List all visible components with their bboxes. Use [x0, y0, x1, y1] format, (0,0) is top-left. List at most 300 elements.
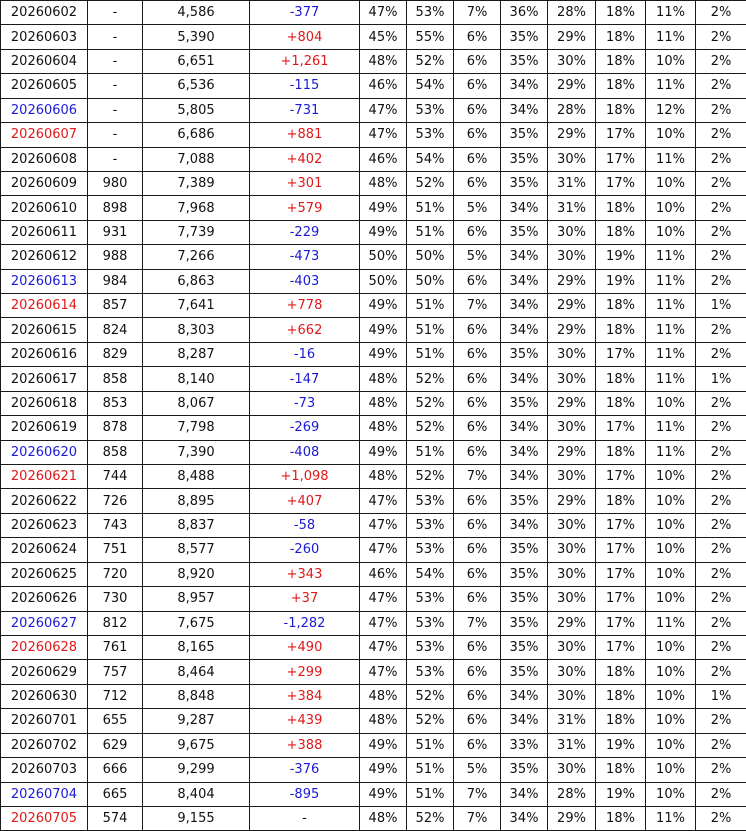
share-4-cell: 17% — [596, 635, 646, 659]
share-5-cell: 10% — [646, 733, 696, 757]
total-cell: 9,675 — [143, 733, 250, 757]
ratio-2-cell: 52% — [407, 49, 454, 73]
ratio-2-cell: 51% — [407, 342, 454, 366]
share-6-cell: 2% — [696, 513, 746, 537]
change-cell: +388 — [250, 733, 360, 757]
ratio-2-cell: 50% — [407, 245, 454, 269]
share-6-cell: 2% — [696, 342, 746, 366]
ratio-2-cell: 51% — [407, 294, 454, 318]
share-2-cell: 34% — [501, 269, 548, 293]
ratio-1-cell: 47% — [360, 635, 407, 659]
table-row — [1, 660, 746, 684]
share-6-cell: 2% — [696, 49, 746, 73]
total-cell: 7,390 — [143, 440, 250, 464]
share-5-cell: 10% — [646, 49, 696, 73]
count-a-cell: 743 — [88, 513, 143, 537]
ratio-2-cell: 51% — [407, 318, 454, 342]
count-a-cell: 824 — [88, 318, 143, 342]
share-2-cell: 35% — [501, 49, 548, 73]
share-2-cell: 35% — [501, 587, 548, 611]
share-6-cell: 2% — [696, 416, 746, 440]
share-4-cell: 18% — [596, 758, 646, 782]
share-6-cell: 2% — [696, 440, 746, 464]
share-4-cell: 17% — [596, 465, 646, 489]
share-1-cell: 6% — [454, 98, 501, 122]
date-cell: 20260617 — [1, 367, 88, 391]
share-4-cell: 18% — [596, 49, 646, 73]
change-cell: -229 — [250, 220, 360, 244]
share-4-cell: 18% — [596, 74, 646, 98]
share-5-cell: 11% — [646, 611, 696, 635]
share-6-cell: 2% — [696, 171, 746, 195]
ratio-2-cell: 53% — [407, 513, 454, 537]
change-cell: -403 — [250, 269, 360, 293]
count-a-cell: 712 — [88, 684, 143, 708]
date-cell: 20260630 — [1, 684, 88, 708]
count-a-cell: 655 — [88, 709, 143, 733]
ratio-2-cell: 55% — [407, 25, 454, 49]
share-6-cell: 1% — [696, 367, 746, 391]
date-cell: 20260621 — [1, 465, 88, 489]
share-3-cell: 31% — [548, 709, 596, 733]
share-6-cell: 1% — [696, 684, 746, 708]
count-a-cell: - — [88, 147, 143, 171]
ratio-2-cell: 54% — [407, 562, 454, 586]
date-cell: 20260625 — [1, 562, 88, 586]
count-a-cell: 931 — [88, 220, 143, 244]
share-6-cell: 2% — [696, 562, 746, 586]
share-4-cell: 18% — [596, 318, 646, 342]
share-2-cell: 34% — [501, 440, 548, 464]
date-cell: 20260616 — [1, 342, 88, 366]
share-5-cell: 10% — [646, 220, 696, 244]
table-row — [1, 635, 746, 659]
table-row — [1, 440, 746, 464]
share-4-cell: 18% — [596, 196, 646, 220]
ratio-2-cell: 52% — [407, 416, 454, 440]
share-1-cell: 6% — [454, 25, 501, 49]
count-a-cell: - — [88, 1, 143, 25]
ratio-2-cell: 52% — [407, 709, 454, 733]
share-4-cell: 18% — [596, 489, 646, 513]
count-a-cell: 574 — [88, 806, 143, 830]
share-1-cell: 6% — [454, 49, 501, 73]
share-2-cell: 35% — [501, 147, 548, 171]
date-cell: 20260605 — [1, 74, 88, 98]
ratio-1-cell: 50% — [360, 245, 407, 269]
share-1-cell: 6% — [454, 74, 501, 98]
share-5-cell: 11% — [646, 25, 696, 49]
share-2-cell: 35% — [501, 611, 548, 635]
change-cell: +384 — [250, 684, 360, 708]
share-3-cell: 31% — [548, 196, 596, 220]
share-4-cell: 19% — [596, 782, 646, 806]
table-row — [1, 733, 746, 757]
share-2-cell: 35% — [501, 391, 548, 415]
share-6-cell: 2% — [696, 587, 746, 611]
share-1-cell: 6% — [454, 416, 501, 440]
total-cell: 8,837 — [143, 513, 250, 537]
count-a-cell: 984 — [88, 269, 143, 293]
share-1-cell: 7% — [454, 611, 501, 635]
share-6-cell: 2% — [696, 733, 746, 757]
ratio-2-cell: 51% — [407, 733, 454, 757]
total-cell: 8,848 — [143, 684, 250, 708]
total-cell: 7,266 — [143, 245, 250, 269]
share-6-cell: 2% — [696, 465, 746, 489]
share-3-cell: 29% — [548, 25, 596, 49]
table-row — [1, 758, 746, 782]
total-cell: 8,067 — [143, 391, 250, 415]
total-cell: 5,805 — [143, 98, 250, 122]
share-1-cell: 6% — [454, 587, 501, 611]
ratio-1-cell: 46% — [360, 562, 407, 586]
share-6-cell: 2% — [696, 220, 746, 244]
ratio-2-cell: 53% — [407, 611, 454, 635]
share-2-cell: 34% — [501, 318, 548, 342]
ratio-1-cell: 46% — [360, 74, 407, 98]
share-2-cell: 34% — [501, 806, 548, 830]
share-5-cell: 10% — [646, 587, 696, 611]
share-5-cell: 11% — [646, 74, 696, 98]
count-a-cell: - — [88, 49, 143, 73]
total-cell: 8,464 — [143, 660, 250, 684]
share-3-cell: 29% — [548, 391, 596, 415]
share-3-cell: 29% — [548, 294, 596, 318]
ratio-1-cell: 49% — [360, 782, 407, 806]
table-row — [1, 489, 746, 513]
ratio-2-cell: 53% — [407, 587, 454, 611]
table-row — [1, 269, 746, 293]
share-6-cell: 2% — [696, 245, 746, 269]
ratio-2-cell: 53% — [407, 98, 454, 122]
share-5-cell: 11% — [646, 294, 696, 318]
total-cell: 8,895 — [143, 489, 250, 513]
share-4-cell: 17% — [596, 513, 646, 537]
change-cell: -73 — [250, 391, 360, 415]
share-5-cell: 10% — [646, 196, 696, 220]
share-1-cell: 6% — [454, 538, 501, 562]
count-a-cell: 812 — [88, 611, 143, 635]
share-3-cell: 31% — [548, 733, 596, 757]
share-6-cell: 2% — [696, 391, 746, 415]
ratio-1-cell: 50% — [360, 269, 407, 293]
count-a-cell: 878 — [88, 416, 143, 440]
table-row — [1, 294, 746, 318]
date-cell: 20260628 — [1, 635, 88, 659]
ratio-2-cell: 51% — [407, 758, 454, 782]
change-cell: +37 — [250, 587, 360, 611]
count-a-cell: 858 — [88, 440, 143, 464]
total-cell: 7,739 — [143, 220, 250, 244]
share-2-cell: 35% — [501, 220, 548, 244]
share-2-cell: 35% — [501, 342, 548, 366]
share-4-cell: 18% — [596, 220, 646, 244]
table-row — [1, 196, 746, 220]
date-cell: 20260701 — [1, 709, 88, 733]
count-a-cell: 730 — [88, 587, 143, 611]
ratio-1-cell: 47% — [360, 489, 407, 513]
share-2-cell: 35% — [501, 489, 548, 513]
date-cell: 20260703 — [1, 758, 88, 782]
table-row — [1, 709, 746, 733]
count-a-cell: 761 — [88, 635, 143, 659]
count-a-cell: - — [88, 25, 143, 49]
share-5-cell: 10% — [646, 660, 696, 684]
ratio-2-cell: 52% — [407, 391, 454, 415]
count-a-cell: 898 — [88, 196, 143, 220]
ratio-1-cell: 49% — [360, 220, 407, 244]
date-cell: 20260619 — [1, 416, 88, 440]
date-cell: 20260613 — [1, 269, 88, 293]
share-4-cell: 18% — [596, 391, 646, 415]
share-3-cell: 30% — [548, 245, 596, 269]
share-5-cell: 10% — [646, 465, 696, 489]
share-4-cell: 18% — [596, 367, 646, 391]
share-3-cell: 28% — [548, 782, 596, 806]
date-cell: 20260620 — [1, 440, 88, 464]
count-a-cell: 666 — [88, 758, 143, 782]
count-a-cell: 726 — [88, 489, 143, 513]
share-3-cell: 30% — [548, 342, 596, 366]
share-1-cell: 6% — [454, 733, 501, 757]
ratio-1-cell: 48% — [360, 684, 407, 708]
table-row — [1, 171, 746, 195]
total-cell: 7,389 — [143, 171, 250, 195]
share-3-cell: 29% — [548, 123, 596, 147]
share-3-cell: 29% — [548, 806, 596, 830]
date-cell: 20260623 — [1, 513, 88, 537]
share-3-cell: 28% — [548, 98, 596, 122]
share-4-cell: 17% — [596, 587, 646, 611]
table-row — [1, 245, 746, 269]
share-2-cell: 34% — [501, 367, 548, 391]
share-6-cell: 2% — [696, 269, 746, 293]
share-5-cell: 11% — [646, 147, 696, 171]
share-2-cell: 34% — [501, 245, 548, 269]
ratio-1-cell: 48% — [360, 465, 407, 489]
table-row — [1, 147, 746, 171]
ratio-1-cell: 48% — [360, 391, 407, 415]
share-6-cell: 2% — [696, 74, 746, 98]
change-cell: +1,098 — [250, 465, 360, 489]
share-2-cell: 34% — [501, 294, 548, 318]
share-4-cell: 17% — [596, 538, 646, 562]
share-1-cell: 7% — [454, 806, 501, 830]
change-cell: +881 — [250, 123, 360, 147]
share-5-cell: 11% — [646, 342, 696, 366]
share-5-cell: 10% — [646, 513, 696, 537]
change-cell: +299 — [250, 660, 360, 684]
ratio-2-cell: 53% — [407, 489, 454, 513]
share-3-cell: 29% — [548, 74, 596, 98]
share-5-cell: 10% — [646, 684, 696, 708]
share-4-cell: 18% — [596, 25, 646, 49]
date-cell: 20260604 — [1, 49, 88, 73]
date-cell: 20260629 — [1, 660, 88, 684]
share-2-cell: 34% — [501, 196, 548, 220]
total-cell: 8,303 — [143, 318, 250, 342]
ratio-2-cell: 52% — [407, 684, 454, 708]
count-a-cell: 980 — [88, 171, 143, 195]
share-1-cell: 7% — [454, 294, 501, 318]
share-4-cell: 18% — [596, 1, 646, 25]
table-row — [1, 513, 746, 537]
share-4-cell: 18% — [596, 660, 646, 684]
ratio-1-cell: 48% — [360, 806, 407, 830]
date-cell: 20260622 — [1, 489, 88, 513]
share-5-cell: 10% — [646, 391, 696, 415]
table-row — [1, 684, 746, 708]
share-6-cell: 2% — [696, 318, 746, 342]
count-a-cell: 665 — [88, 782, 143, 806]
count-a-cell: 857 — [88, 294, 143, 318]
share-6-cell: 2% — [696, 147, 746, 171]
ratio-2-cell: 51% — [407, 196, 454, 220]
share-5-cell: 11% — [646, 245, 696, 269]
total-cell: 8,140 — [143, 367, 250, 391]
change-cell: -260 — [250, 538, 360, 562]
ratio-2-cell: 53% — [407, 635, 454, 659]
share-2-cell: 34% — [501, 98, 548, 122]
count-a-cell: 757 — [88, 660, 143, 684]
share-2-cell: 35% — [501, 660, 548, 684]
share-2-cell: 34% — [501, 684, 548, 708]
share-3-cell: 29% — [548, 489, 596, 513]
total-cell: 9,155 — [143, 806, 250, 830]
share-5-cell: 11% — [646, 440, 696, 464]
share-3-cell: 29% — [548, 318, 596, 342]
share-3-cell: 29% — [548, 611, 596, 635]
share-4-cell: 17% — [596, 562, 646, 586]
share-6-cell: 2% — [696, 489, 746, 513]
total-cell: 7,675 — [143, 611, 250, 635]
share-1-cell: 6% — [454, 684, 501, 708]
total-cell: 7,088 — [143, 147, 250, 171]
ratio-2-cell: 52% — [407, 806, 454, 830]
ratio-1-cell: 46% — [360, 147, 407, 171]
share-1-cell: 5% — [454, 196, 501, 220]
ratio-1-cell: 47% — [360, 1, 407, 25]
change-cell: +579 — [250, 196, 360, 220]
share-1-cell: 6% — [454, 562, 501, 586]
ratio-2-cell: 54% — [407, 147, 454, 171]
count-a-cell: 988 — [88, 245, 143, 269]
total-cell: 8,404 — [143, 782, 250, 806]
share-6-cell: 2% — [696, 611, 746, 635]
ratio-2-cell: 54% — [407, 74, 454, 98]
share-1-cell: 6% — [454, 269, 501, 293]
ratio-1-cell: 49% — [360, 318, 407, 342]
total-cell: 9,287 — [143, 709, 250, 733]
ratio-1-cell: 47% — [360, 611, 407, 635]
total-cell: 5,390 — [143, 25, 250, 49]
share-1-cell: 6% — [454, 660, 501, 684]
date-cell: 20260610 — [1, 196, 88, 220]
share-4-cell: 17% — [596, 416, 646, 440]
share-6-cell: 2% — [696, 1, 746, 25]
share-3-cell: 30% — [548, 758, 596, 782]
table-row — [1, 562, 746, 586]
change-cell: - — [250, 806, 360, 830]
date-cell: 20260603 — [1, 25, 88, 49]
table-row — [1, 1, 746, 25]
total-cell: 8,287 — [143, 342, 250, 366]
share-2-cell: 34% — [501, 416, 548, 440]
share-6-cell: 2% — [696, 98, 746, 122]
share-5-cell: 11% — [646, 1, 696, 25]
share-2-cell: 35% — [501, 123, 548, 147]
total-cell: 6,536 — [143, 74, 250, 98]
ratio-2-cell: 53% — [407, 123, 454, 147]
date-cell: 20260704 — [1, 782, 88, 806]
date-cell: 20260624 — [1, 538, 88, 562]
share-1-cell: 6% — [454, 391, 501, 415]
share-2-cell: 34% — [501, 782, 548, 806]
date-cell: 20260627 — [1, 611, 88, 635]
share-3-cell: 30% — [548, 513, 596, 537]
share-1-cell: 6% — [454, 440, 501, 464]
share-2-cell: 34% — [501, 709, 548, 733]
share-5-cell: 12% — [646, 98, 696, 122]
ratio-2-cell: 51% — [407, 220, 454, 244]
count-a-cell: 858 — [88, 367, 143, 391]
date-cell: 20260606 — [1, 98, 88, 122]
ratio-1-cell: 49% — [360, 733, 407, 757]
share-4-cell: 18% — [596, 709, 646, 733]
change-cell: -731 — [250, 98, 360, 122]
count-a-cell: 629 — [88, 733, 143, 757]
total-cell: 8,957 — [143, 587, 250, 611]
share-4-cell: 17% — [596, 342, 646, 366]
table-row — [1, 342, 746, 366]
count-a-cell: - — [88, 74, 143, 98]
share-1-cell: 5% — [454, 758, 501, 782]
ratio-1-cell: 47% — [360, 538, 407, 562]
share-1-cell: 7% — [454, 782, 501, 806]
change-cell: +402 — [250, 147, 360, 171]
share-3-cell: 30% — [548, 587, 596, 611]
table-row — [1, 220, 746, 244]
count-a-cell: 720 — [88, 562, 143, 586]
share-2-cell: 36% — [501, 1, 548, 25]
change-cell: -147 — [250, 367, 360, 391]
change-cell: -473 — [250, 245, 360, 269]
ratio-2-cell: 50% — [407, 269, 454, 293]
share-1-cell: 6% — [454, 367, 501, 391]
share-6-cell: 2% — [696, 635, 746, 659]
share-1-cell: 6% — [454, 709, 501, 733]
share-1-cell: 6% — [454, 171, 501, 195]
share-3-cell: 30% — [548, 635, 596, 659]
share-5-cell: 10% — [646, 489, 696, 513]
ratio-1-cell: 49% — [360, 758, 407, 782]
share-5-cell: 11% — [646, 367, 696, 391]
share-2-cell: 35% — [501, 758, 548, 782]
share-5-cell: 10% — [646, 123, 696, 147]
date-cell: 20260615 — [1, 318, 88, 342]
date-cell: 20260618 — [1, 391, 88, 415]
share-4-cell: 17% — [596, 147, 646, 171]
total-cell: 8,920 — [143, 562, 250, 586]
total-cell: 8,488 — [143, 465, 250, 489]
share-2-cell: 35% — [501, 171, 548, 195]
change-cell: -269 — [250, 416, 360, 440]
ratio-1-cell: 47% — [360, 587, 407, 611]
table-row — [1, 538, 746, 562]
change-cell: -377 — [250, 1, 360, 25]
share-2-cell: 35% — [501, 635, 548, 659]
